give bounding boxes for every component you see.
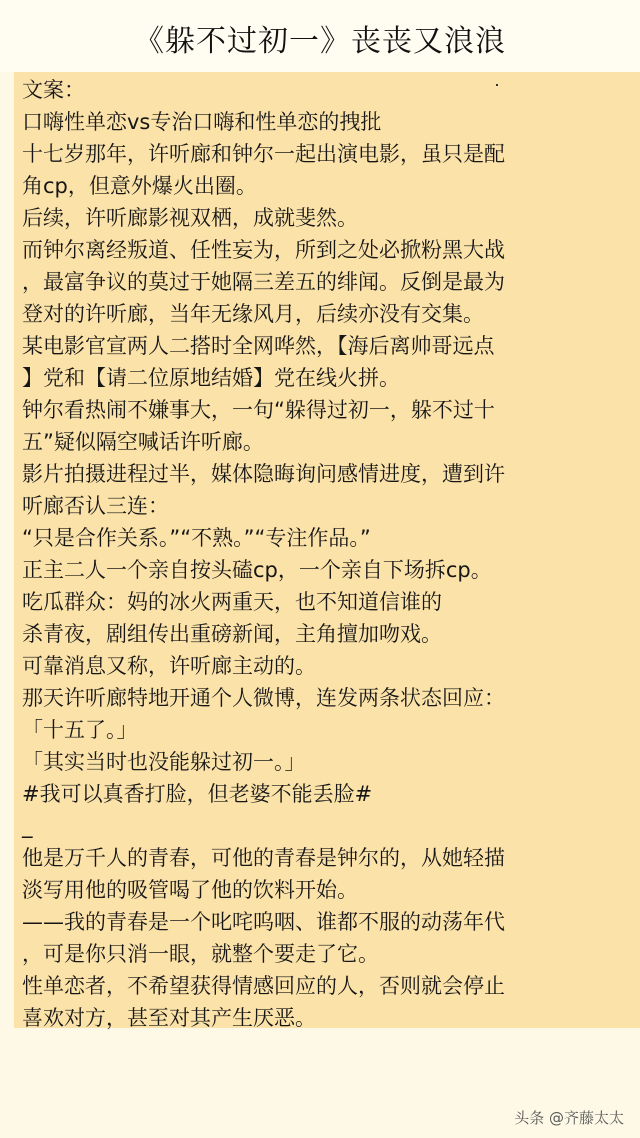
- text-line: #我可以真香打脸，但老婆不能丢脸#: [22, 782, 373, 806]
- title-bar: [0, 0, 640, 72]
- text-line: ，可是你只消一眼，就整个要走了它。: [22, 942, 379, 966]
- text-line: 而钟尔离经叛道、任性妄为，所到之处必掀粉黑大战: [22, 238, 505, 262]
- text-line: 那天许听廊特地开通个人微博，连发两条状态回应：: [22, 686, 505, 710]
- text-line: 杀青夜，剧组传出重磅新闻，主角擅加吻戏。: [22, 622, 442, 646]
- text-line: 「其实当时也没能躲过初一。」: [22, 750, 306, 774]
- text-line: 喜欢对方，甚至对其产生厌恶。: [22, 1006, 316, 1030]
- text-line: 五”疑似隔空喊话许听廊。: [22, 430, 264, 454]
- text-line: 影片拍摄进程过半，媒体隐晦询问感情进度，遭到许: [22, 462, 505, 486]
- page-title: 《躲不过初一》丧丧又浪浪: [134, 24, 506, 59]
- text-line: _: [22, 814, 33, 838]
- text-line: 口嗨性单恋vs专治口嗨和性单恋的拽批: [22, 110, 382, 134]
- watermark: 头条 @齐藤太太: [514, 1109, 624, 1127]
- text-line: 某电影官宣两人二搭时全网哗然，【海后离帅哥远点: [22, 334, 495, 358]
- text-line: 淡写用他的吸管喝了他的饮料开始。: [22, 878, 358, 902]
- synopsis-text: [22, 74, 622, 1034]
- text-line: 他是万千人的青春，可他的青春是钟尔的，从她轻描: [22, 846, 505, 870]
- text-line: 正主二人一个亲自按头磕cp，一个亲自下场拆cp。: [22, 558, 492, 582]
- text-line: 】党和【请二位原地结婚】党在线火拼。: [22, 366, 400, 390]
- text-line: 「十五了。」: [22, 718, 138, 742]
- text-line: 性单恋者，不希望获得情感回应的人，否则就会停止: [22, 974, 505, 998]
- text-line: ——我的青春是一个叱咤呜咽、谁都不服的动荡年代: [22, 910, 505, 934]
- text-line: 听廊否认三连：: [22, 494, 169, 518]
- text-line: “只是合作关系。”“不熟。”“专注作品。”: [22, 526, 371, 550]
- text-line: 后续，许听廊影视双栖，成就斐然。: [22, 206, 358, 230]
- text-line: 钟尔看热闹不嫌事大，一句“躲得过初一，躲不过十: [22, 398, 495, 422]
- text-line: ，最富争议的莫过于她隔三差五的绯闻。反倒是最为: [22, 270, 505, 294]
- text-line: 吃瓜群众：妈的冰火两重天，也不知道信谁的: [22, 590, 442, 614]
- text-line: 角cp，但意外爆火出圈。: [22, 174, 257, 198]
- text-line: 十七岁那年，许听廊和钟尔一起出演电影，虽只是配: [22, 142, 505, 166]
- text-line: 可靠消息又称，许听廊主动的。: [22, 654, 316, 678]
- text-line: 文案：: [22, 78, 85, 102]
- text-line: 登对的许听廊，当年无缘风月，后续亦没有交集。: [22, 302, 484, 326]
